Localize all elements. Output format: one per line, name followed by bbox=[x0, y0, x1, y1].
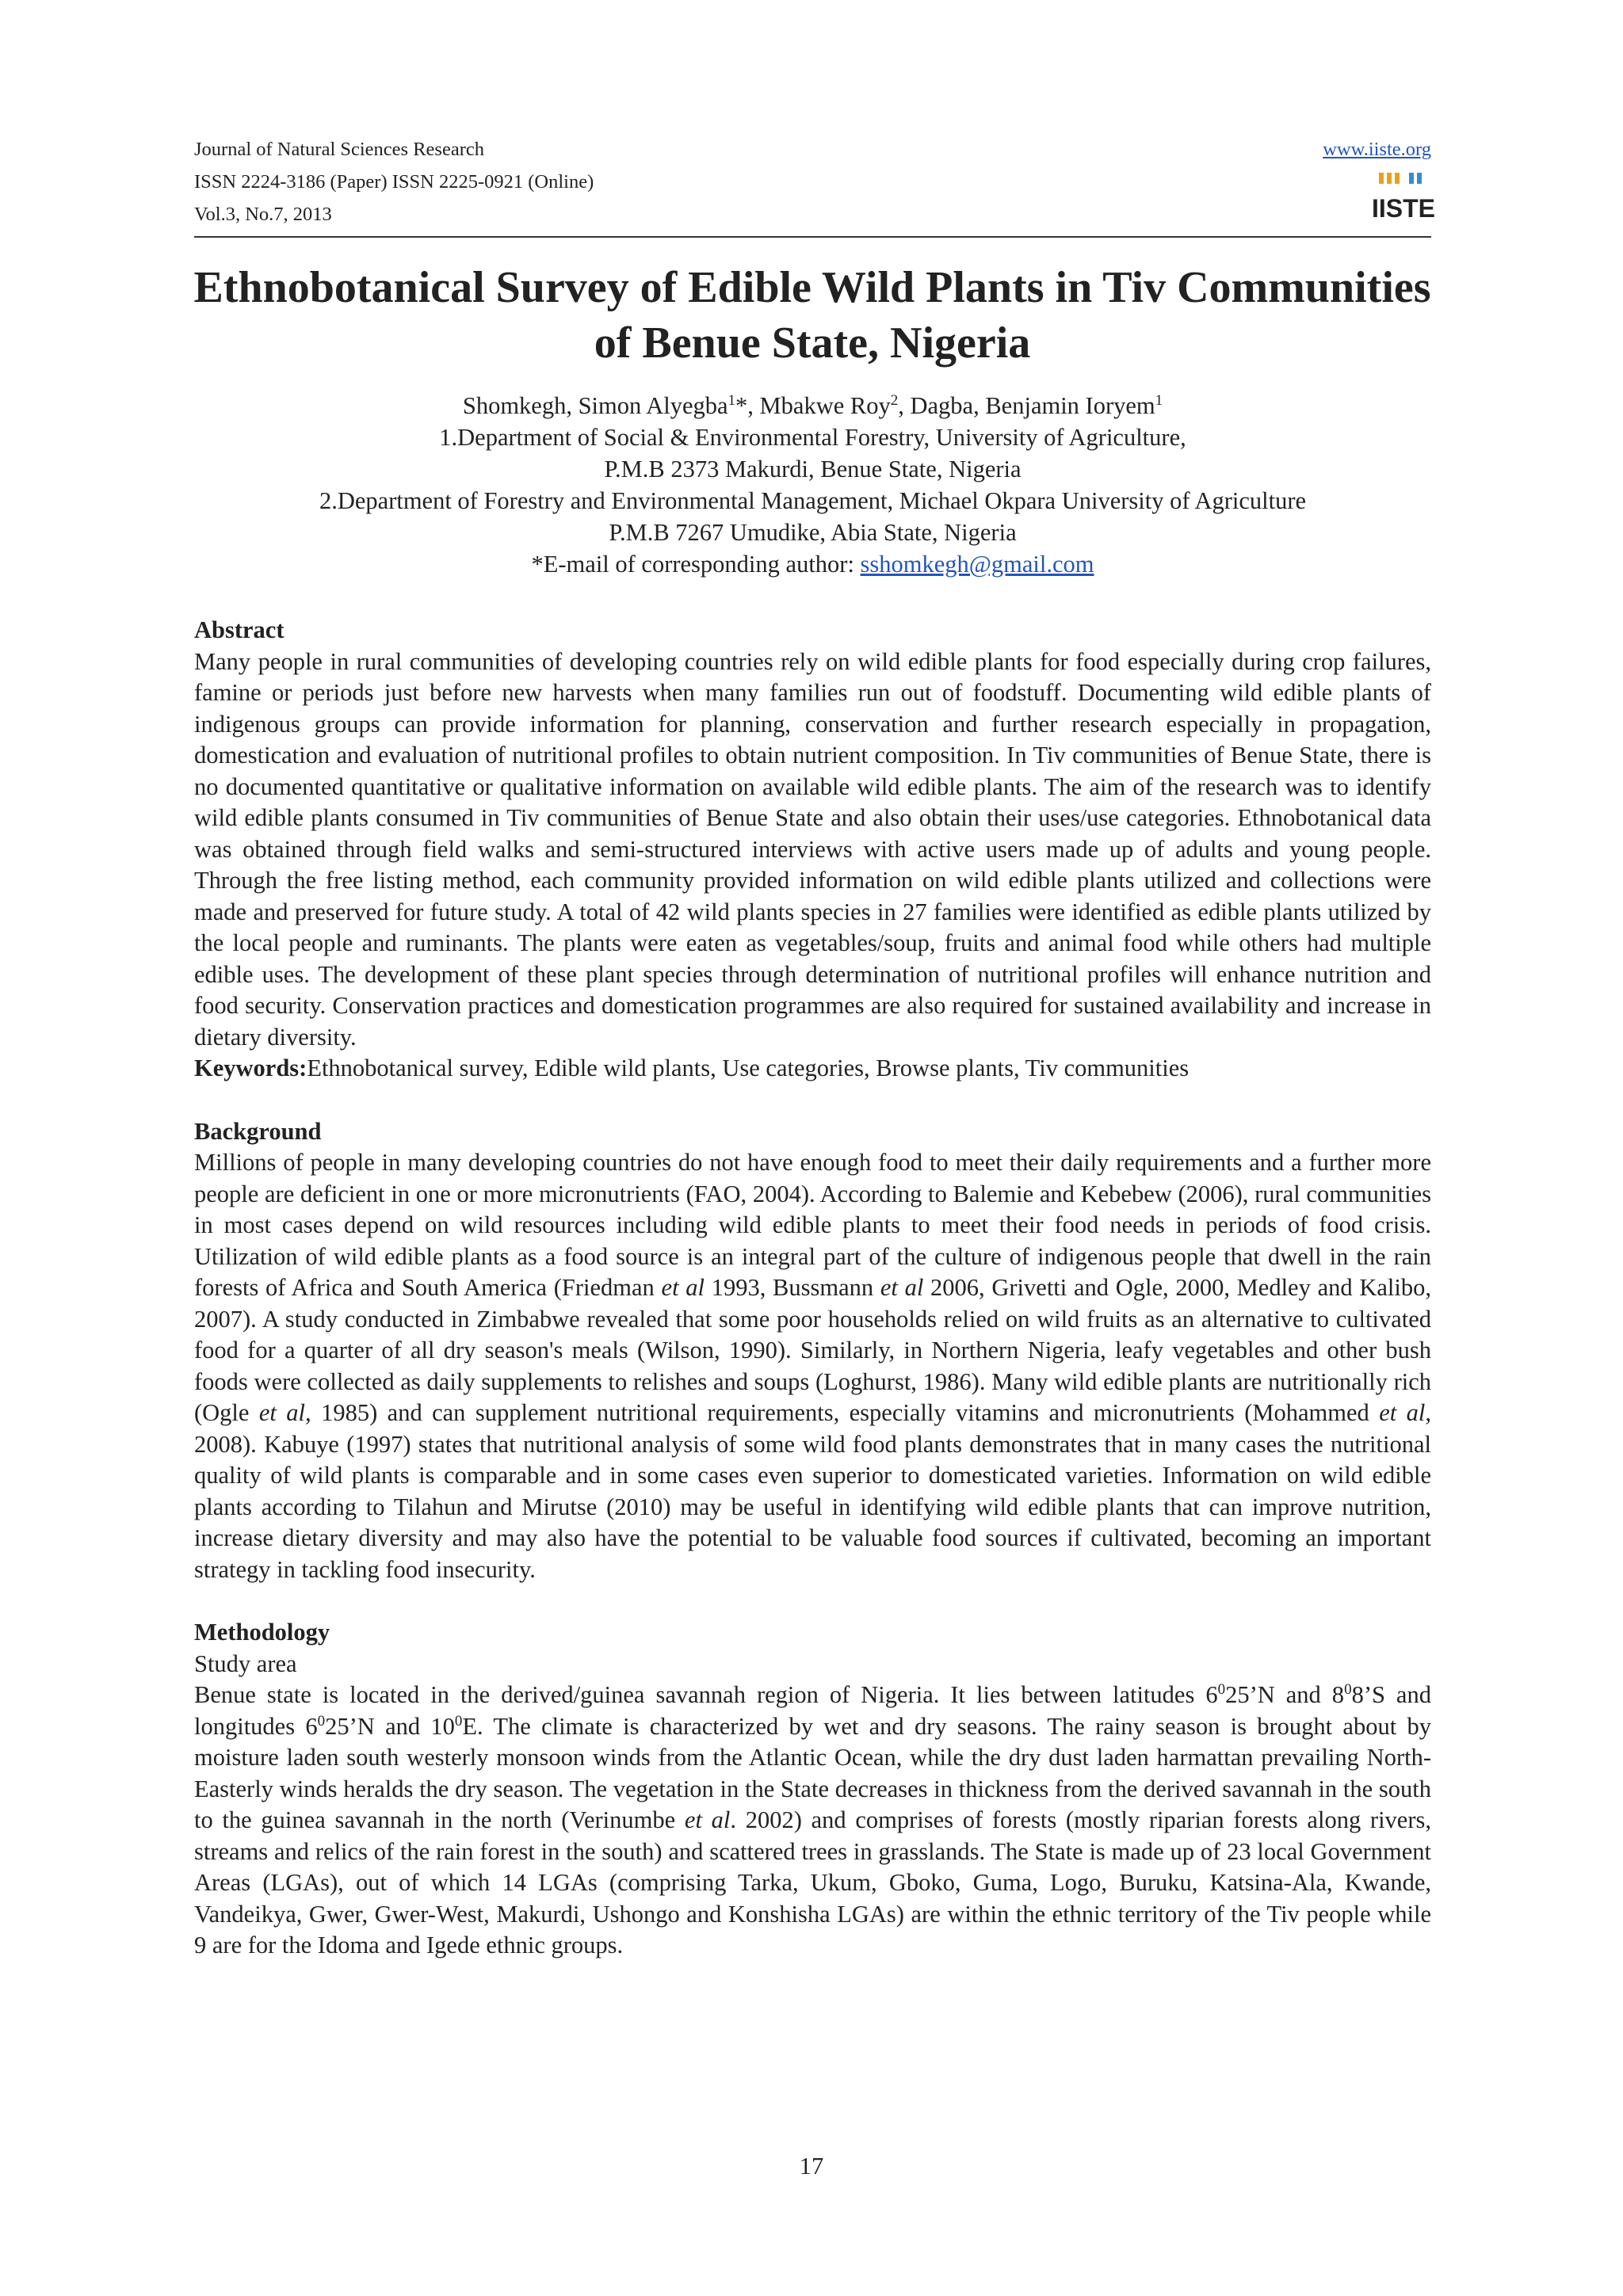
affiliation-1-address: P.M.B 2373 Makurdi, Benue State, Nigeria bbox=[604, 456, 1022, 482]
header-divider bbox=[194, 236, 1431, 238]
journal-issn: ISSN 2224-3186 (Paper) ISSN 2225-0921 (Online) bbox=[194, 171, 594, 193]
paper-title-line2: of Benue State, Nigeria bbox=[594, 318, 1031, 368]
journal-volume: Vol.3, No.7, 2013 bbox=[194, 204, 332, 225]
background-text: Millions of people in many developing countries do not have enough food to meet their daily requirements and a further more people are deficient in one or more micronutrients (FAO, 2004). According to Balemie and Kebebew (2006), rural communities in most cases depend on wild resources including wild edible plants to meet their food needs in periods of food crisis. Utilization of wild edible plants as a food source is an integral part of the culture of indigenous people that dwell in the rain forests of Africa and South America (Friedman et al 1993, Bussmann et al 2006, Grivetti and Ogle, 2000, Medley and Kalibo, 2007). A study conducted in Zimbabwe revealed that some poor households relied on wild fruits as an alternative to cultivated food for a quarter of all dry season's meals (Wilson, 1990). Similarly, in Northern Nigeria, leafy vegetables and other bush foods were collected as daily supplements to relishes and soups (Loghurst, 1986). Many wild edible plants are nutritionally rich (Ogle et al, 1985) and can supplement nutritional requirements, especially vitamins and micronutrients (Mohammed et al, 2008). Kabuye (1997) states that nutritional analysis of some wild food plants demonstrates that in many cases the nutritional quality of wild plants is comparable and in some cases even superior to domesticated varieties. Information on wild edible plants according to Tilahun and Mirutse (2010) may be useful in identifying wild edible plants that can improve nutrition, increase dietary diversity and may also have the potential to be valuable food sources if cultivated, becoming an important strategy in tackling food insecurity. bbox=[194, 1149, 1431, 1583]
affiliation-2: 2.Department of Forestry and Environmental Management, Michael Okpara University of Agriculture bbox=[319, 487, 1307, 514]
abstract-heading: Abstract bbox=[194, 616, 285, 643]
journal-header bbox=[194, 133, 1436, 231]
email-link[interactable]: sshomkegh@gmail.com bbox=[860, 551, 1094, 578]
corresponding-author: *E-mail of corresponding author: sshomkegh@gmail.com bbox=[531, 551, 1094, 578]
methodology-heading: Methodology bbox=[194, 1619, 330, 1646]
abstract-text: Many people in rural communities of developing countries rely on wild edible plants for food especially during crop failures, famine or periods just before new harvests when many families run out of foodstuff. Documenting wild edible plants of indigenous groups can provide information for planning, conservation and further research especially in propagation, domestication and evaluation of nutritional profiles to obtain nutrient composition. In Tiv communities of Benue State, there is no documented quantitative or qualitative information on available wild edible plants. The aim of the research was to identify wild edible plants consumed in Tiv communities of Benue State and also obtain their uses/use categories. Ethnobotanical data was obtained through field walks and semi-structured interviews with active users made up of adults and young people. Through the free listing method, each community provided information on wild edible plants utilized and collections were made and preserved for future study. A total of 42 wild plants species in 27 families were identified as edible plants utilized by the local people and ruminants. The plants were eaten as vegetables/soup, fruits and animal food while others had multiple edible uses. The development of these plant species through determination of nutritional profiles will enhance nutrition and food security. Conservation practices and domestication programmes are also required for sustained availability and increase in dietary diversity. bbox=[194, 647, 1431, 1051]
study-area-subheading: Study area bbox=[194, 1650, 297, 1677]
journal-name: Journal of Natural Sciences Research bbox=[194, 139, 484, 160]
author-list: Shomkegh, Simon Alyegba$^1$*, Mbakwe Roy$^2$, Dagba, Benjamin Ioryem$^1$ bbox=[462, 391, 1163, 419]
paper-title bbox=[143, 260, 1482, 371]
author-block bbox=[194, 390, 1431, 580]
affiliation-2-address: P.M.B 7267 Umudike, Abia State, Nigeria bbox=[609, 519, 1017, 546]
background-heading: Background bbox=[194, 1117, 322, 1145]
keywords: Keywords:Ethnobotanical survey, Edible wild plants, Use categories, Browse plants, Tiv communities bbox=[194, 1055, 1190, 1081]
iiste-logo bbox=[1371, 171, 1436, 231]
website-link[interactable]: www.iiste.org bbox=[1323, 139, 1431, 160]
affiliation-1: 1.Department of Social & Environmental Forestry, University of Agriculture, bbox=[439, 424, 1186, 451]
paper-title-line1: Ethnobotanical Survey of Edible Wild Plants in Tiv Communities bbox=[193, 263, 1431, 312]
paper-body bbox=[194, 615, 1431, 1962]
methodology-text: Benue state is located in the derived/guinea savannah region of Nigeria. It lies between latitudes $6^025’N$ and $8^08’S$ and longitudes $6^025’N$ and $10^0E$. The climate is characterized by wet and dry seasons. The rainy season is brought about by moisture laden south westerly monsoon winds from the Atlantic Ocean, while the dry dust laden harmattan prevailing North- Easterly winds heralds the dry season. The vegetation in the State decreases in thickness from the derived savannah in the south to the guinea savannah in the north (Verinumbe et al. 2002) and comprises of forests (mostly riparian forests along rivers, streams and relics of the rain forest in the south) and scattered trees in grasslands. The State is made up of 23 local Government Areas (LGAs), out of which 14 LGAs (comprising Tarka, Ukum, Gboko, Guma, Logo, Buruku, Katsina-Ala, Kwande, Vandeikya, Gwer, Gwer-West, Makurdi, Ushongo and Konshisha LGAs) are within the ethnic territory of the Tiv people while 9 are for the Idoma and Igede ethnic groups. bbox=[194, 1680, 1431, 1958]
page-number: 17 bbox=[799, 2153, 824, 2180]
svg-text:IISTE: IISTE bbox=[1371, 194, 1436, 223]
